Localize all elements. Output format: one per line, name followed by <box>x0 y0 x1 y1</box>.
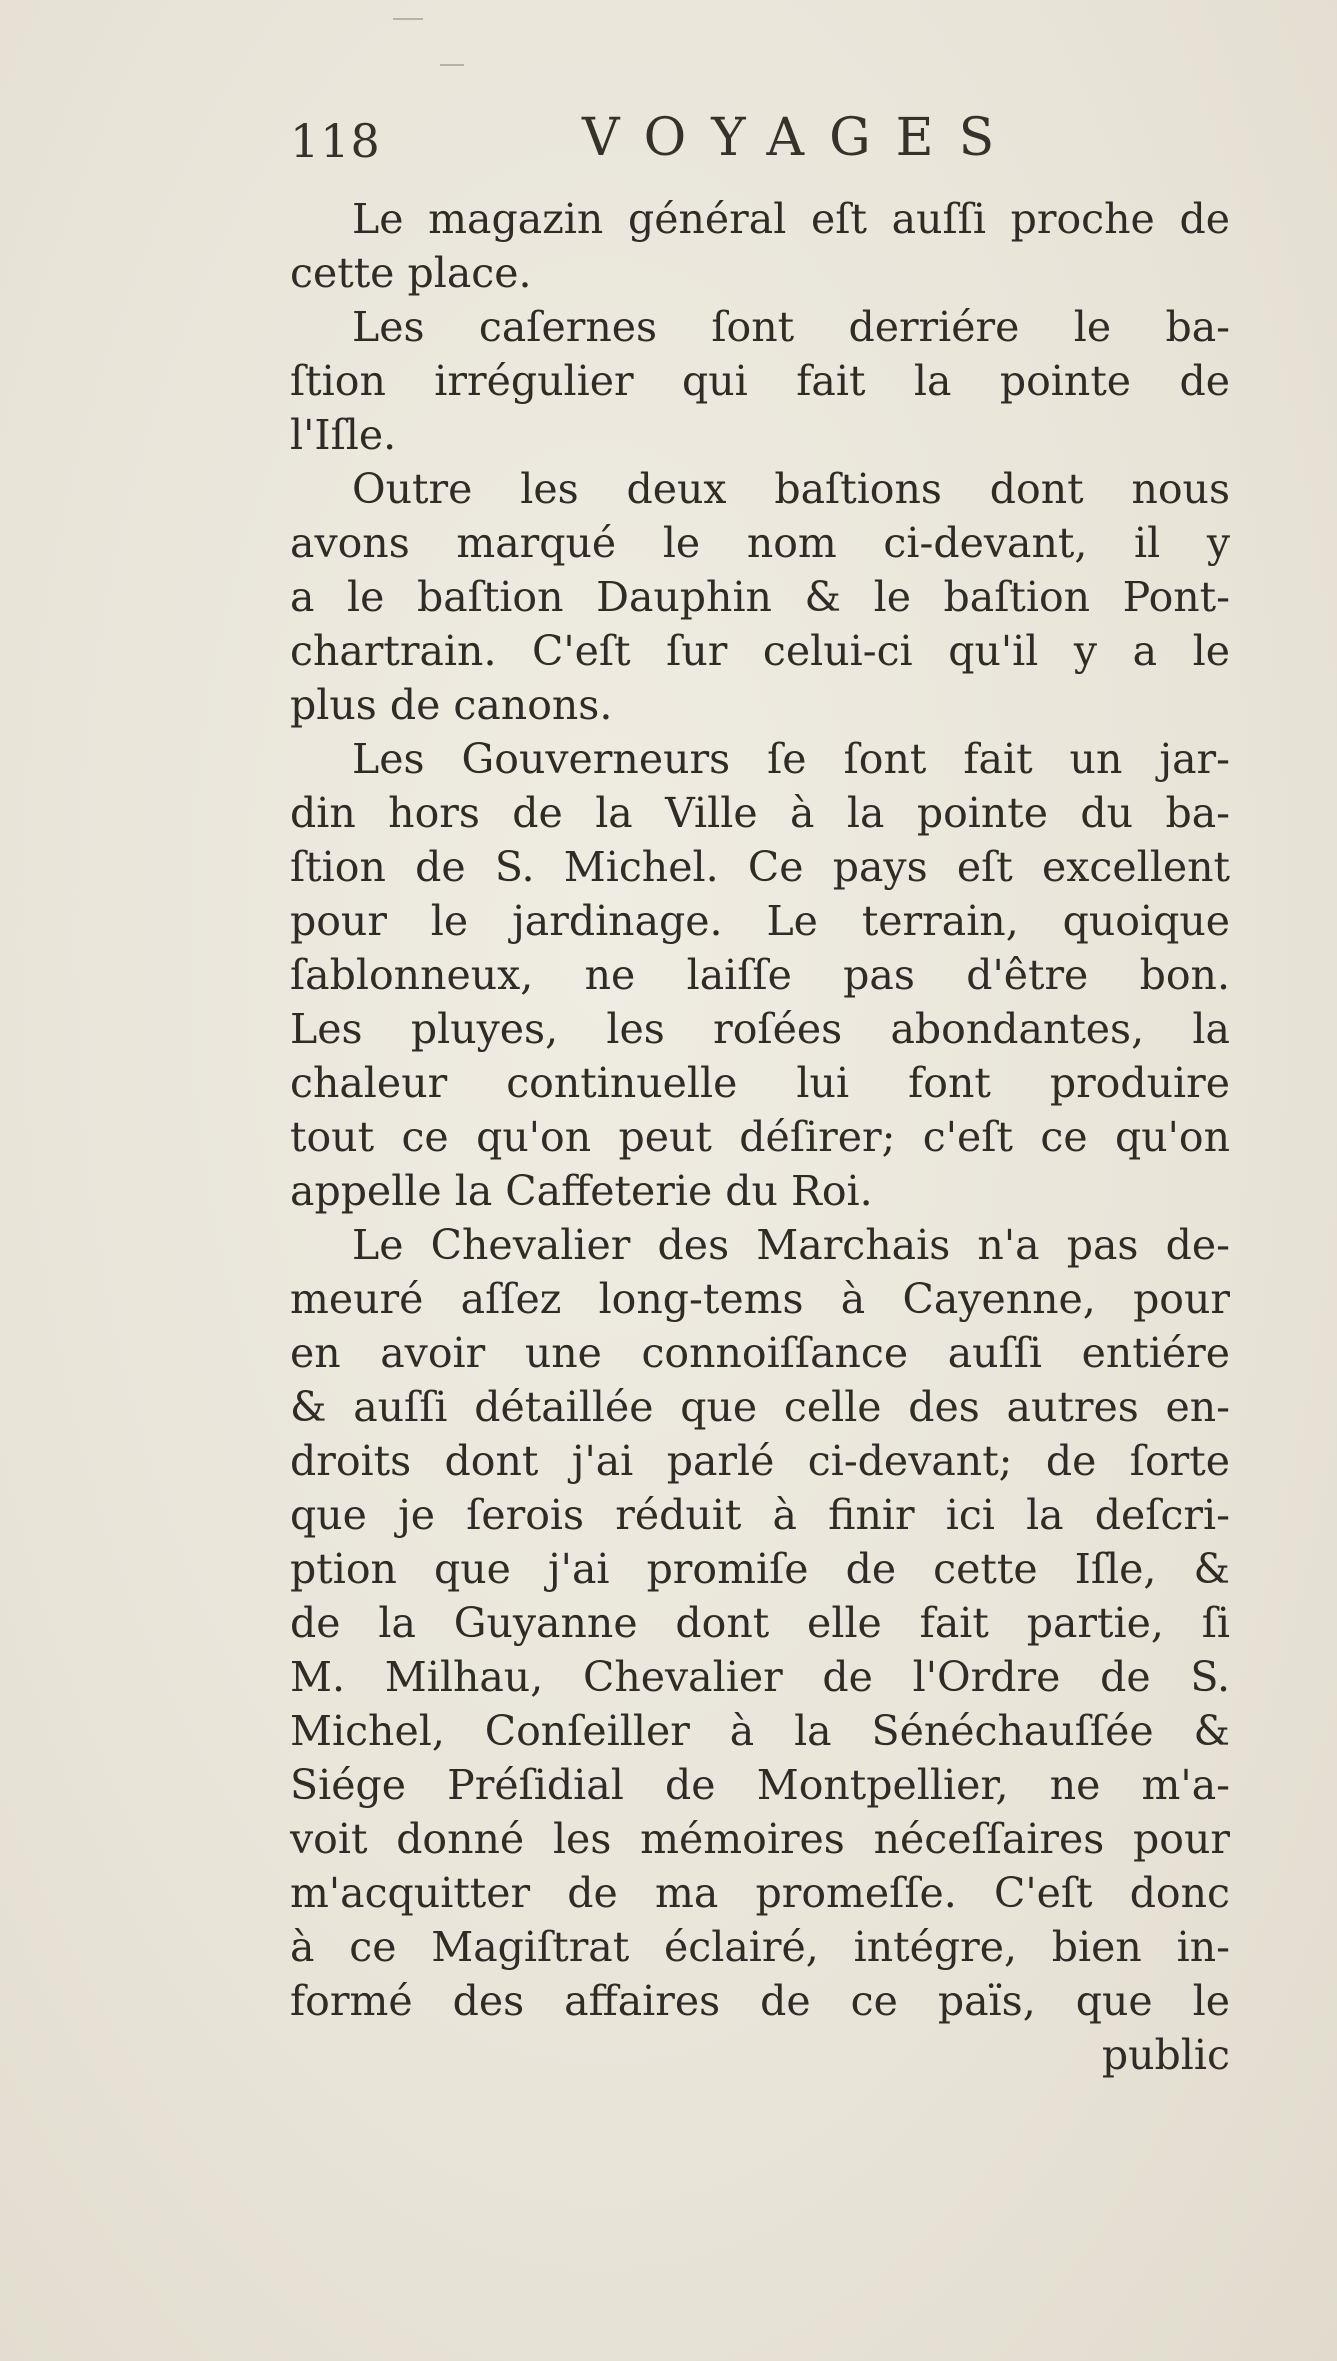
text-line: Siége Préſidial de Montpellier, ne m'a- <box>290 1761 1230 1809</box>
text-line: pour le jardinage. Le terrain, quoique <box>290 897 1230 945</box>
text-line: l'Iſle. <box>290 411 397 459</box>
text-line: & auſſi détaillée que celle des autres en- <box>290 1383 1230 1431</box>
text-line: a le baſtion Dauphin & le baſtion Pont- <box>290 573 1230 621</box>
text-line: avons marqué le nom ci-devant, il y <box>290 519 1230 567</box>
text-line: ption que j'ai promiſe de cette Iſle, & <box>290 1545 1230 1593</box>
text-line: chartrain. C'eſt ſur celui-ci qu'il y a le <box>290 627 1230 675</box>
text-line: tout ce qu'on peut déſirer; c'eſt ce qu'on <box>290 1113 1230 1161</box>
text-line: Le magazin général eſt auſſi proche de <box>352 195 1230 243</box>
text-line: plus de canons. <box>290 681 613 729</box>
text-line: ſablonneux, ne laiſſe pas d'être bon. <box>290 951 1230 999</box>
text-line: Le Chevalier des Marchais n'a pas de- <box>352 1221 1230 1269</box>
text-line: ſtion irrégulier qui fait la pointe de <box>290 357 1230 405</box>
text-line: m'acquitter de ma promeſſe. C'eſt donc <box>290 1869 1230 1917</box>
text-line: formé des affaires de ce païs, que le <box>290 1977 1230 2025</box>
text-line: à ce Magiſtrat éclairé, intégre, bien in- <box>290 1923 1230 1971</box>
running-head: VOYAGES <box>582 108 1020 168</box>
text-line: M. Milhau, Chevalier de l'Ordre de S. <box>290 1653 1230 1701</box>
text-line: Outre les deux baſtions dont nous <box>352 465 1230 513</box>
text-line: chaleur continuelle lui font produire <box>290 1059 1230 1107</box>
page-number: 118 <box>290 114 381 168</box>
text-line: Les pluyes, les roſées abondantes, la <box>290 1005 1230 1053</box>
text-line: droits dont j'ai parlé ci-devant; de ſorte <box>290 1437 1230 1485</box>
text-line: en avoir une connoiſſance auſſi entiére <box>290 1329 1230 1377</box>
text-line: Les Gouverneurs ſe ſont fait un jar- <box>352 735 1230 783</box>
text-line: Michel, Conſeiller à la Sénéchauſſée & <box>290 1707 1230 1755</box>
text-line: que je ſerois réduit à finir ici la deſcri- <box>290 1491 1230 1539</box>
text-line: cette place. <box>290 249 532 297</box>
text-line: voit donné les mémoires néceſſaires pour <box>290 1815 1230 1863</box>
body-text <box>290 192 1230 2082</box>
text-line: ſtion de S. Michel. Ce pays eſt excellent <box>290 843 1230 891</box>
text-line: din hors de la Ville à la pointe du ba- <box>290 789 1230 837</box>
text-line: meuré aſſez long-tems à Cayenne, pour <box>290 1275 1230 1323</box>
catchword: public <box>1101 2031 1230 2079</box>
page-header <box>290 108 1190 178</box>
margin-mark <box>440 64 464 66</box>
text-line: Les caſernes ſont derriére le ba- <box>352 303 1230 351</box>
text-line: appelle la Caffeterie du Roi. <box>290 1167 873 1215</box>
text-line: de la Guyanne dont elle fait partie, ſi <box>290 1599 1230 1647</box>
margin-mark <box>393 18 423 20</box>
